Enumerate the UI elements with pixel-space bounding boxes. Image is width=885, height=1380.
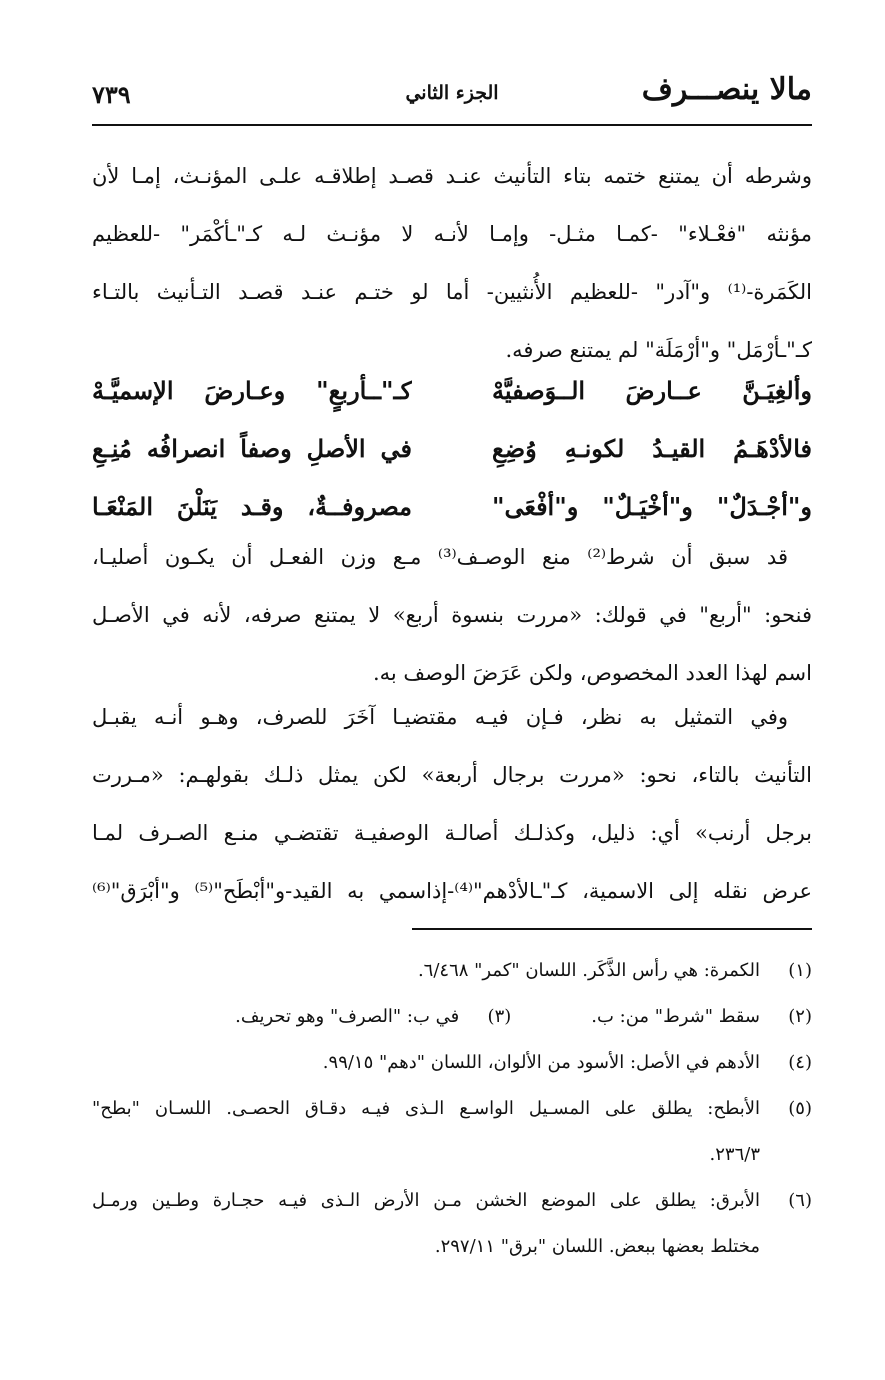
- footnote-text: الأدهم في الأصل: الأسود من الألوان، اللسان "دهم" ٩٩/١٥.: [322, 1052, 760, 1073]
- verse-line: [92, 362, 812, 420]
- verse-block: [92, 362, 812, 536]
- footnote: [92, 1040, 812, 1086]
- text-line: وفي التمثيل به نظر، فـإن فيـه مقتضيـا آخَرَ للصرف، وهـو أنـه يقبـل: [92, 705, 788, 729]
- text-line: قد سبق أن شرط⁽²⁾ منع الوصـف⁽³⁾ مـع وزن الفعـل أن يكـون أصليـا،: [92, 545, 788, 569]
- verse-line: [92, 420, 812, 478]
- footnote-number: (٥): [788, 1098, 812, 1119]
- text-line: مؤنثه "فعْـلاء" -كمـا مثـل- وإمـا لأنـه لا مؤنـث لـه كـ"ـأكْمَر" -للعظيم: [92, 222, 812, 246]
- footnote-number: (٤): [788, 1052, 812, 1073]
- footnote-number: (٢): [788, 1006, 812, 1027]
- paragraph-intro: [92, 147, 812, 379]
- verse-second-hemistich: كـ"ــأربعٍ" وعـارضَ الإسميَّـهْ: [92, 376, 412, 405]
- footnote-number: (٦): [788, 1190, 812, 1211]
- footnote: [235, 994, 511, 1040]
- header-rule: [92, 124, 812, 126]
- text-line: فنحو: "أربع" في قولك: «مررت بنسوة أربع» لا يمتنع صرفه، لأنه في الأصـل: [92, 603, 812, 627]
- footnote: [591, 994, 812, 1040]
- text-line: الكَمَرة-⁽¹⁾ و"آدر" -للعظيم الأُنثيين- أما لو ختـم عنـد قصـد التـأنيث بالتـاء: [92, 280, 812, 304]
- footnote-text: الأبطح: يطلق على المسـيل الواسـع الـذى فيـه دقـاق الحصـى. اللسـان "بطح": [92, 1098, 760, 1119]
- verse-first-hemistich: و"أجْـدَلٌ" و"أخْيَـلٌ" و"أفْعَى": [492, 492, 812, 521]
- text-line: برجل أرنب» أي: ذليل، وكذلـك أصالـة الوصفيـة تقتضـي منـع الصـرف لمـا: [92, 821, 812, 845]
- footnote-number: (١): [788, 960, 812, 981]
- part-label: الجزء الثاني: [405, 82, 499, 104]
- footnote-text: الأبرق: يطلق على الموضع الخشن مـن الأرض الـذى فيـه حجـارة وطـين ورمـل: [92, 1190, 760, 1211]
- footnote-text-continuation: ٢٣٦/٣.: [709, 1144, 760, 1165]
- footnote: [92, 948, 812, 994]
- chapter-title: مالا ينصـــرف: [641, 72, 812, 107]
- page-number: ٧٣٩: [92, 80, 131, 109]
- commentary-paragraph-1: [92, 528, 812, 702]
- text-line: اسم لهذا العدد المخصوص، ولكن عَرَضَ الوصف به.: [372, 661, 812, 685]
- text-line: وشرطه أن يمتنع ختمه بتاء التأنيث عنـد قصـد إطلاقـه علـى المؤنـث، إمـا لأن: [92, 164, 812, 188]
- footnote-number: (٣): [487, 1006, 512, 1027]
- verse-second-hemistich: في الأصلِ وصفاً انصرافُه مُنِـعِ: [92, 434, 412, 463]
- footnote-rule: [412, 928, 812, 930]
- footnote: [92, 1086, 812, 1178]
- verse-first-hemistich: وألغِيَـنَّ عــارضَ الــوَصفيَّهْ: [492, 376, 812, 405]
- footnote-text: في ب: "الصرف" وهو تحريف.: [235, 1006, 460, 1027]
- footnote-text: سقط "شرط" من: ب.: [591, 1006, 760, 1027]
- text-line: عرض نقله إلى الاسمية، كـ"ـالأدْهم"⁽⁴⁾-إذاسمي به القيد-و"أبْطَح"⁽⁵⁾ و"أبْرَق"⁽⁶⁾: [92, 879, 812, 903]
- commentary-paragraph-2: [92, 688, 812, 920]
- verse-second-hemistich: مصروفــةٌ، وقـد يَنَلْنَ المَنْعَـا: [92, 492, 412, 521]
- footnotes: [92, 948, 812, 1270]
- footnote: [92, 1178, 812, 1270]
- footnote-text: الكمرة: هي رأس الذَّكَر. اللسان "كمر" ٦/٤٦٨.: [417, 960, 760, 981]
- running-header: [92, 72, 812, 122]
- text-line: كـ"ـأرْمَل" و"أرْمَلَة" لم يمتنع صرفه.: [505, 338, 812, 362]
- footnote-text-continuation: مختلط بعضها ببعض. اللسان "برق" ٢٩٧/١١.: [434, 1236, 760, 1257]
- footnote-pair: [92, 994, 812, 1040]
- verse-first-hemistich: فالأدْهَـمُ القيـدُ لكونـهِ وُضِعِ: [492, 434, 812, 463]
- text-line: التأنيث بالتاء، نحو: «مررت برجال أربعة» لكن يمثل ذلـك بقولهـم: «مـررت: [92, 763, 812, 787]
